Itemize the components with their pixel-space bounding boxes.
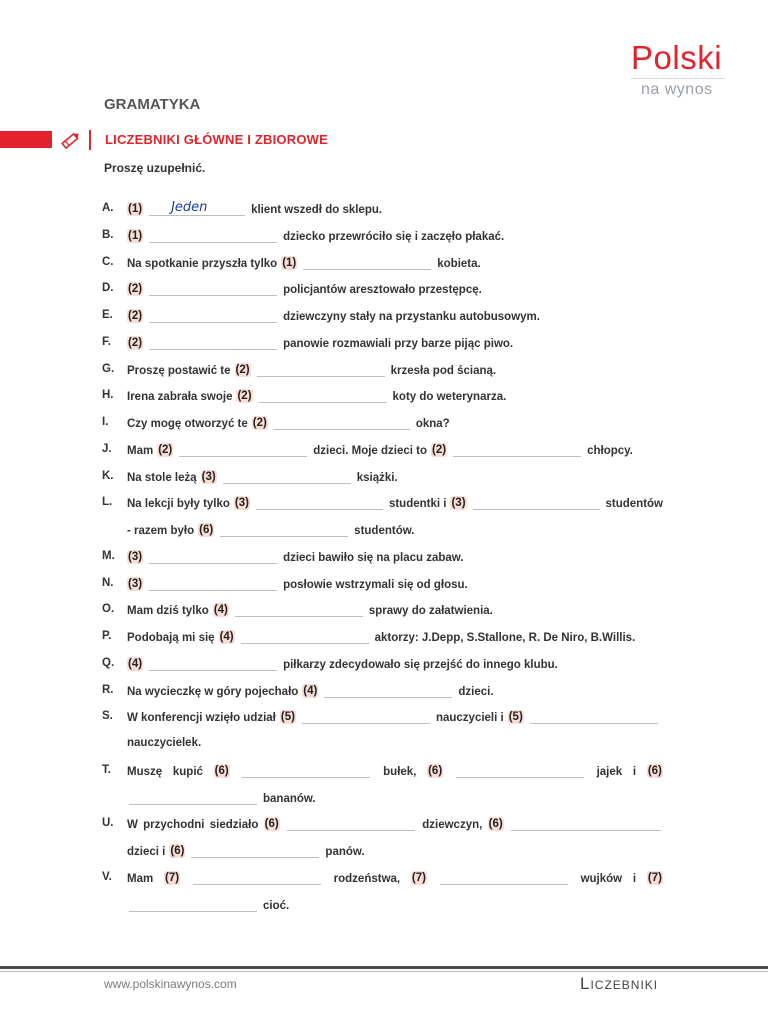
row-content [125,898,665,912]
row-letter: R. [102,684,114,696]
sentence-text: dziewczyny stały na przystanku autobusowym. [283,311,540,323]
row-content [125,416,665,430]
numeral-hint: (6) [488,818,503,830]
row-content [125,871,665,885]
numeral-hint: (4) [303,685,318,697]
sentence-text: Mam [127,873,154,885]
answer-blank[interactable] [149,577,277,591]
sentence-text: Proszę postawić te [127,365,231,377]
sentence-text: posłowie wstrzymali się od głosu. [283,579,468,591]
answer-blank[interactable] [149,657,277,671]
numeral-hint: (3) [234,497,249,509]
sentence-text: rodzeństwa, [333,873,401,885]
sentence-text: Mam dziś tylko [127,605,209,617]
sentence-text: W [127,819,138,831]
section-heading: GRAMATYKA [104,96,201,113]
row-content [125,737,665,749]
row-letter: D. [102,282,114,294]
answer-blank[interactable] [129,898,257,912]
sentence-text: Na wycieczkę w góry pojechało [127,686,299,698]
answer-blank[interactable] [241,630,369,644]
numeral-hint: (7) [165,872,180,884]
handwritten-answer: Jeden [171,200,208,215]
answer-blank[interactable] [149,229,277,243]
title-accent-bar [0,131,52,148]
logo-divider [631,78,725,79]
answer-blank[interactable] [257,363,385,377]
answer-blank[interactable] [259,389,387,403]
row-letter: T. [102,764,111,776]
answer-blank[interactable] [456,764,584,778]
row-content [125,523,665,537]
numeral-hint: (4) [213,604,228,616]
sentence-text: Mam [127,445,154,457]
numeral-hint: (6) [264,818,279,830]
sentence-text: panowie rozmawiali przy barze pijąc piwo. [283,338,514,350]
brand-logo [631,39,731,98]
numeral-hint: (6) [428,765,443,777]
footer-url: www.polskinawynos.com [104,977,237,991]
answer-blank[interactable] [129,791,257,805]
row-content [125,577,665,591]
sentence-text: studentki i [388,498,447,510]
sentence-text: jajek [596,766,623,778]
row-content [125,389,665,403]
pencil-icon [60,131,82,149]
numeral-hint: (7) [647,872,662,884]
sentence-text: Na stole leżą [127,472,197,484]
answer-blank[interactable] [220,523,348,537]
row-letter: B. [102,229,114,241]
sentence-text: koty do weterynarza. [392,391,507,403]
numeral-hint: (4) [219,631,234,643]
numeral-hint: (2) [235,364,250,376]
row-content [125,443,665,457]
numeral-hint: (2) [237,390,252,402]
answer-blank[interactable] [149,336,277,350]
sentence-text: Czy mogę otworzyć te [127,418,248,430]
numeral-hint: (2) [158,444,173,456]
answer-blank[interactable] [193,871,321,885]
sentence-text: studentów [605,498,663,510]
row-content [125,710,665,724]
answer-blank[interactable] [453,443,581,457]
row-letter: S. [102,710,113,722]
answer-blank[interactable] [303,256,431,270]
sentence-text: Podobają mi się [127,632,215,644]
answer-blank[interactable] [179,443,307,457]
answer-blank[interactable] [242,764,370,778]
row-letter: O. [102,603,115,615]
row-letter: H. [102,389,114,401]
sentence-text: sprawy do załatwienia. [368,605,493,617]
row-content [125,202,665,216]
sentence-text: i [632,766,637,778]
row-letter: G. [102,363,115,375]
answer-blank[interactable] [473,496,600,510]
answer-blank[interactable] [223,470,351,484]
sentence-text: klient wszedł do sklepu. [251,204,383,216]
sentence-text: piłkarzy zdecydowało się przejść do innego klubu. [283,659,558,671]
sentence-text: chłopcy. [587,445,633,457]
row-content [125,764,665,778]
answer-blank[interactable] [256,496,383,510]
sentence-text: wujków [580,873,623,885]
sentence-text: siedziało [209,819,259,831]
row-letter: P. [102,630,112,642]
sentence-text: bananów. [263,793,316,805]
sentence-text: - razem było [127,525,195,537]
answer-blank[interactable] [287,817,415,831]
numeral-hint: (2) [252,417,267,429]
numeral-hint: (2) [128,283,143,295]
numeral-hint: (1) [282,257,297,269]
sentence-text: krzesła pod ścianą. [390,365,497,377]
numeral-hint: (7) [411,872,426,884]
sentence-text: kobieta. [437,258,481,270]
logo-main-text: Polski [631,39,723,76]
row-content [125,256,665,270]
sentence-text: przychodni [143,819,205,831]
answer-blank[interactable] [302,710,430,724]
row-letter: F. [102,336,111,348]
row-letter: L. [102,496,113,508]
sentence-text: dzieci. Moje dzieci to [313,445,428,457]
sentence-text: dzieci. [458,686,494,698]
sentence-text: nauczycielek. [127,737,202,749]
row-letter: V. [102,871,112,883]
row-letter: C. [102,256,114,268]
sentence-text: Na lekcji były tylko [127,498,230,510]
row-content [125,282,665,296]
numeral-hint: (3) [201,471,216,483]
footer-divider-thin [0,971,768,972]
numeral-hint: (4) [128,658,143,670]
numeral-hint: (3) [451,497,466,509]
answer-blank[interactable] [274,416,410,430]
row-letter: K. [102,470,114,482]
answer-blank[interactable] [324,684,452,698]
sentence-text: studentów. [354,525,415,537]
row-letter: A. [102,202,114,214]
footer-topic: Liczebniki [580,974,659,993]
numeral-hint: (3) [128,578,143,590]
sentence-text: W konferencji wzięło udział [127,712,276,724]
row-content [125,470,665,484]
numeral-hint: (1) [128,203,143,215]
sentence-text: dzieci bawiło się na placu zabaw. [283,552,464,564]
sentence-text: Na spotkanie przyszła tylko [127,258,278,270]
numeral-hint: (5) [508,711,523,723]
answer-blank[interactable] [149,282,277,296]
row-content [125,336,665,350]
row-content [125,309,665,323]
row-letter: U. [102,817,114,829]
row-content [125,229,665,243]
numeral-hint: (2) [128,310,143,322]
row-letter: E. [102,309,113,321]
row-content [125,496,665,510]
row-content [125,657,665,671]
row-letter: M. [102,550,115,562]
row-content [125,363,665,377]
answer-blank[interactable] [511,817,661,831]
answer-blank[interactable] [530,710,658,724]
sentence-text: dziewczyn, [422,819,483,831]
row-content [125,550,665,564]
row-content [125,817,665,831]
sentence-text: kupić [172,766,203,778]
sentence-text: bułek, [383,766,417,778]
sentence-text: panów. [325,846,365,858]
sentence-text: książki. [356,472,398,484]
numeral-hint: (1) [128,230,143,242]
sentence-text: i [632,873,637,885]
sentence-text: Muszę [127,766,163,778]
numeral-hint: (3) [128,551,143,563]
row-letter: I. [102,416,109,428]
row-letter: J. [102,443,112,455]
answer-blank[interactable] [149,550,277,564]
topic-title: LICZEBNIKI GŁÓWNE I ZBIOROWE [105,132,328,147]
row-content [125,630,665,644]
answer-blank[interactable] [149,202,245,216]
sentence-text: aktorzy: J.Depp, S.Stallone, R. De Niro, B.Willis. [374,632,636,644]
row-content [125,603,665,617]
sentence-text: policjantów aresztowało przestępcę. [283,284,482,296]
sentence-text: dzieci i [127,846,166,858]
row-letter: N. [102,577,114,589]
title-separator [89,130,91,150]
row-content [125,684,665,698]
numeral-hint: (6) [647,765,662,777]
numeral-hint: (2) [128,337,143,349]
footer-divider [0,966,768,969]
sentence-text: Irena zabrała swoje [127,391,233,403]
numeral-hint: (6) [170,845,185,857]
sentence-text: dziecko przewróciło się i zaczęło płakać. [283,231,505,243]
answer-blank[interactable] [440,871,568,885]
numeral-hint: (6) [214,765,229,777]
instruction-text: Proszę uzupełnić. [104,161,206,175]
numeral-hint: (5) [280,711,295,723]
row-content [125,844,665,858]
sentence-text: cioć. [263,900,290,912]
row-letter: Q. [102,657,115,669]
logo-sub-text: na wynos [641,81,713,98]
answer-blank[interactable] [191,844,319,858]
sentence-text: okna? [415,418,450,430]
sentence-text: nauczycieli i [435,712,504,724]
answer-blank[interactable] [149,309,277,323]
numeral-hint: (2) [432,444,447,456]
row-content [125,791,665,805]
numeral-hint: (6) [199,524,214,536]
answer-blank[interactable] [235,603,363,617]
